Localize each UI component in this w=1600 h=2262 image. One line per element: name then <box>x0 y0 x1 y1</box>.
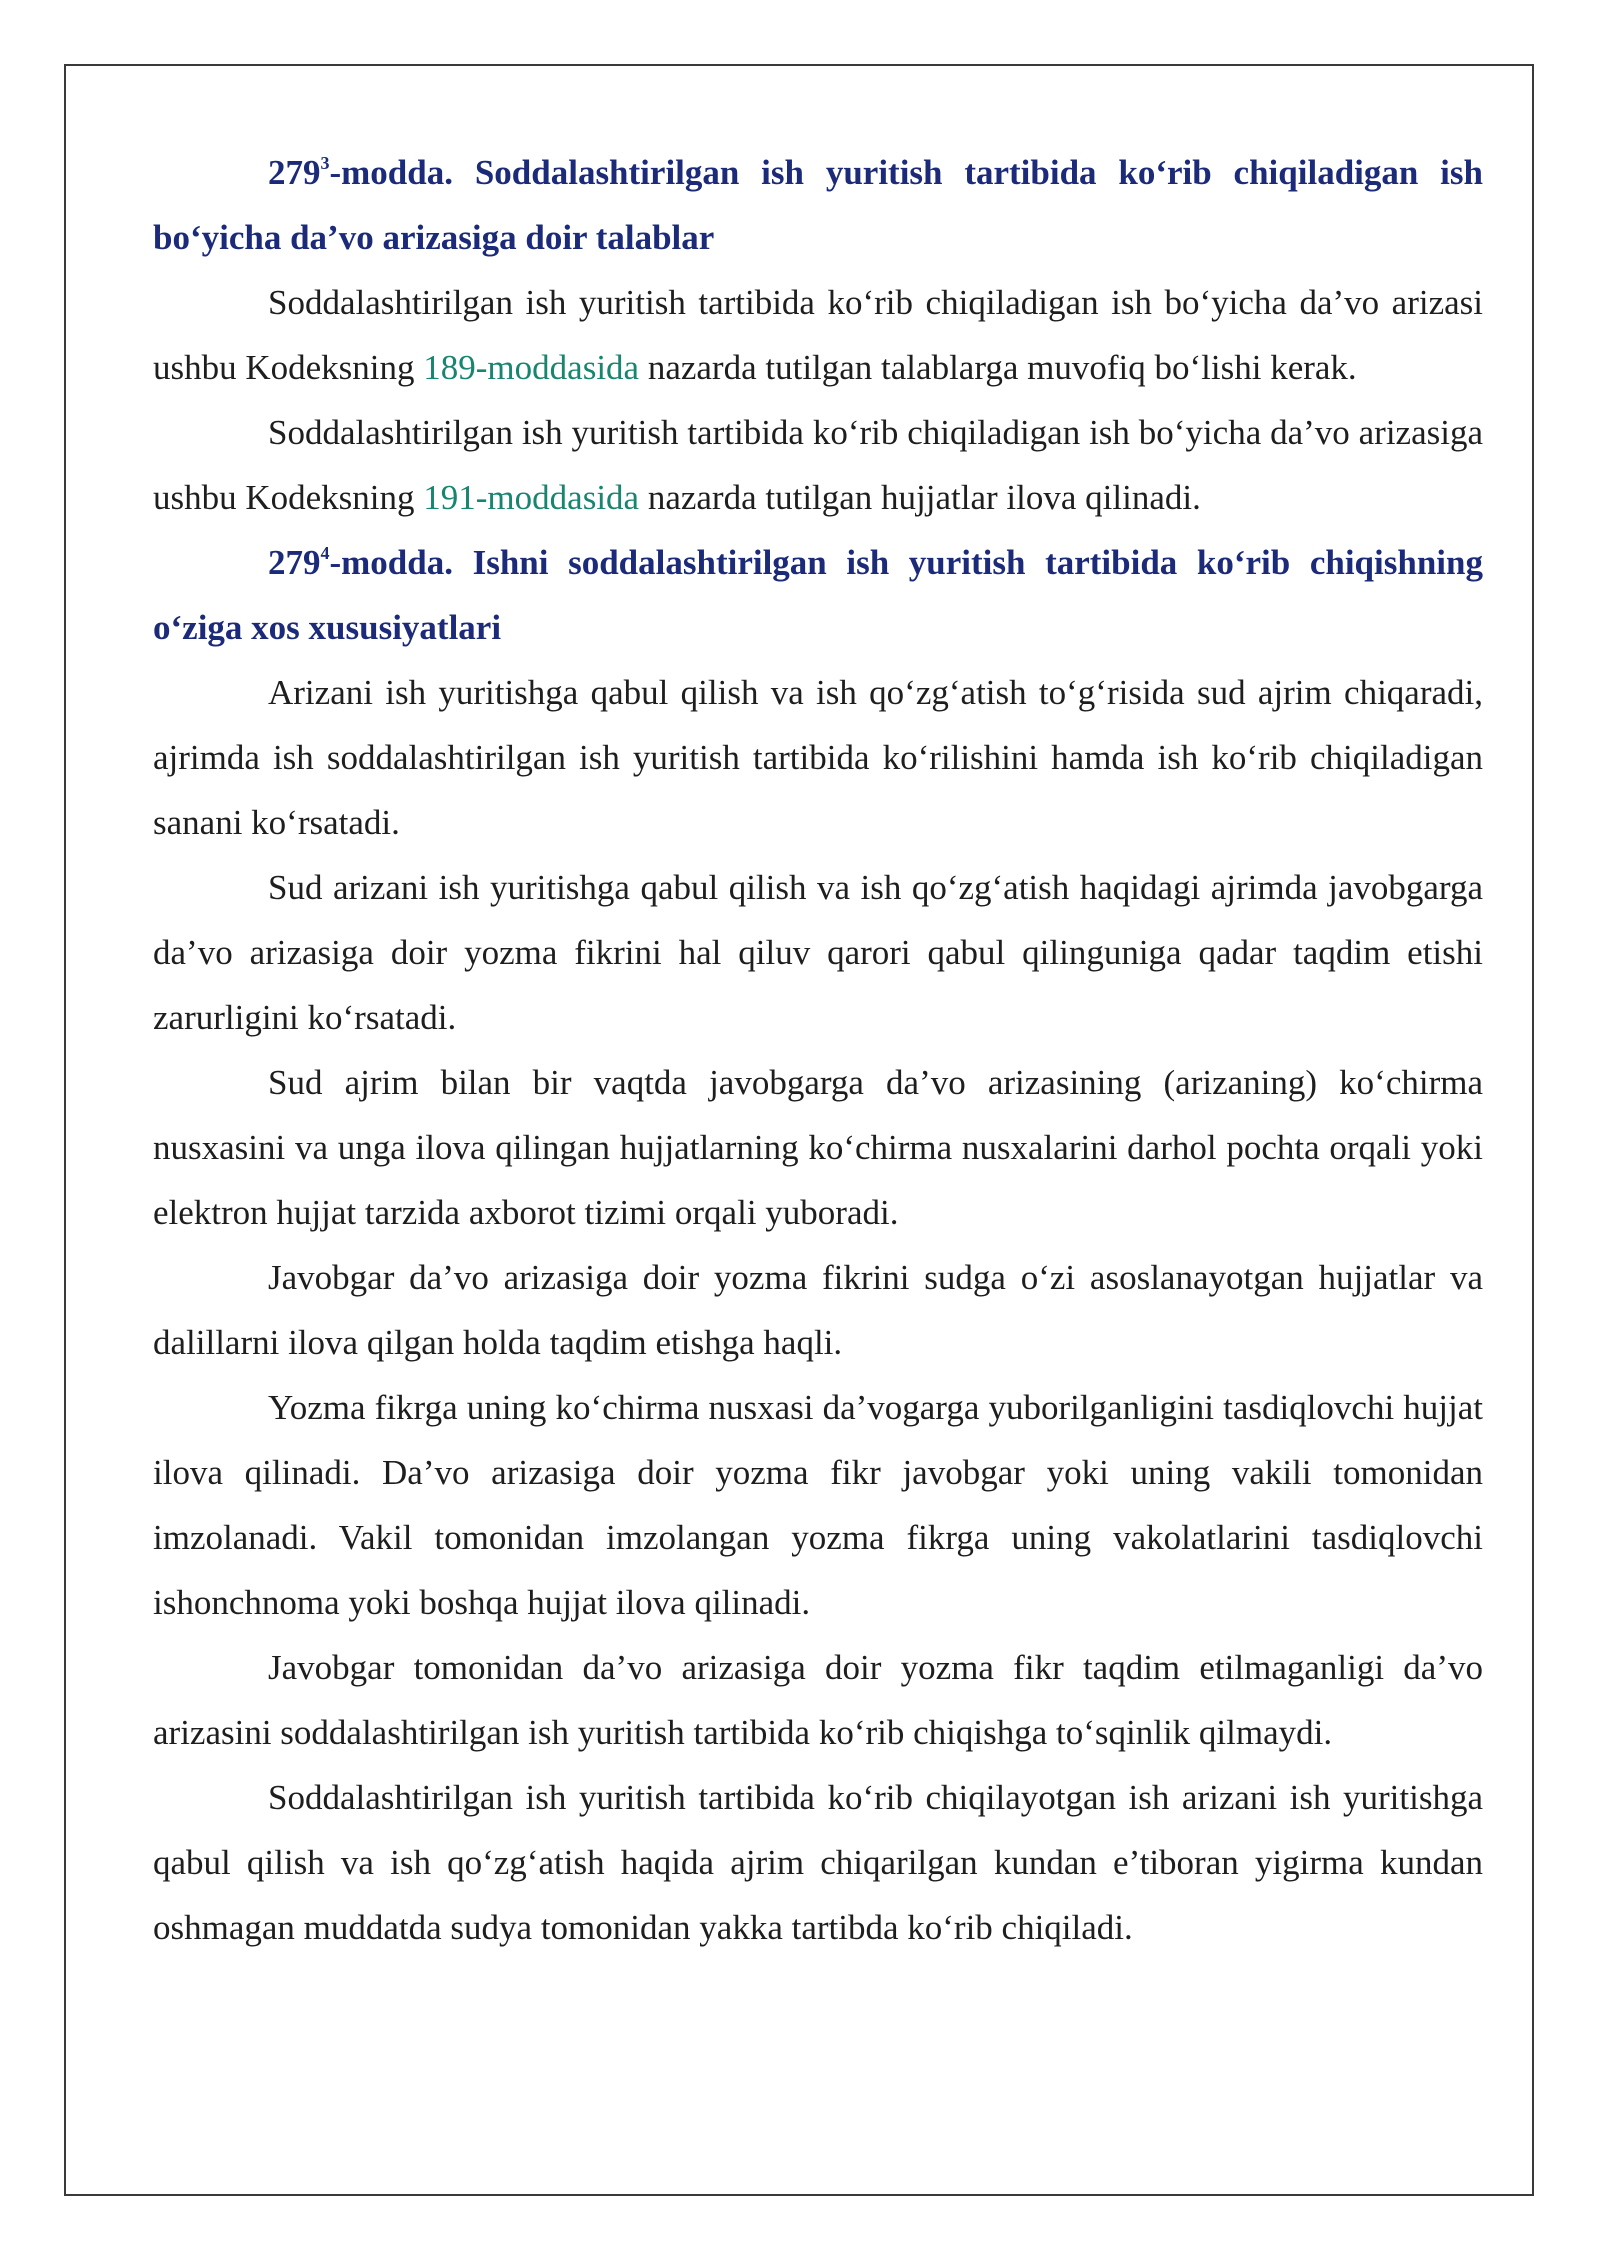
paragraph: Sud arizani ish yuritishga qabul qilish va ish qo‘zg‘atish haqidagi ajrimda javobgarga da’vo arizasiga doir yozma fikrini hal qiluv qarori qabul qilinguniga qadar taqdim etishi zarurligini ko‘rsatadi. <box>153 868 1483 1037</box>
article-title: -modda. Ishni soddalashtirilgan ish yuritish tartibida ko‘rib chiqishning o‘ziga xos xususiyatlari <box>153 543 1483 647</box>
article-279-3-heading <box>153 140 1483 270</box>
document-body <box>153 140 1483 1960</box>
paragraph-text: nazarda tutilgan talablarga muvofiq bo‘lishi kerak. <box>639 348 1357 387</box>
article-191-link[interactable]: 191-moddasida <box>423 478 640 517</box>
paragraph <box>153 270 1483 400</box>
article-title: -modda. Soddalashtirilgan ish yuritish tartibida ko‘rib chiqiladigan ish bo‘yicha da’vo arizasiga doir talablar <box>153 153 1483 257</box>
paragraph-text: Soddalashtirilgan ish yuritish tartibida ko‘rib chiqiladigan ish bo‘yicha da’vo arizasi ushbu Kodeksning <box>153 283 1483 387</box>
paragraph: Javobgar da’vo arizasiga doir yozma fikrini sudga o‘zi asoslanayotgan hujjatlar va dalillarni ilova qilgan holda taqdim etishga haqli. <box>153 1258 1483 1362</box>
paragraph-text: nazarda tutilgan hujjatlar ilova qilinadi. <box>639 478 1201 517</box>
paragraph: Javobgar tomonidan da’vo arizasiga doir yozma fikr taqdim etilmaganligi da’vo arizasini soddalashtirilgan ish yuritish tartibida ko‘rib chiqishga to‘sqinlik qilmaydi. <box>153 1648 1483 1752</box>
article-superscript: 3 <box>320 153 330 174</box>
paragraph <box>153 400 1483 530</box>
article-number: 279 <box>268 153 321 192</box>
paragraph: Yozma fikrga uning ko‘chirma nusxasi da’vogarga yuborilganligini tasdiqlovchi hujjat ilova qilinadi. Da’vo arizasiga doir yozma fikr javobgar yoki uning vakili tomonidan imzolanadi. Vakil tomonidan imzolangan yozma fikrga uning vakolatlarini tasdiqlovchi ishonchnoma yoki boshqa hujjat ilova qilinadi. <box>153 1388 1483 1622</box>
article-189-link[interactable]: 189-moddasida <box>423 348 640 387</box>
paragraph: Soddalashtirilgan ish yuritish tartibida ko‘rib chiqilayotgan ish arizani ish yuritishga qabul qilish va ish qo‘zg‘atish haqida ajrim chiqarilgan kundan e’tiboran yigirma kundan oshmagan muddatda sudya tomonidan yakka tartibda ko‘rib chiqiladi. <box>153 1778 1483 1947</box>
paragraph: Arizani ish yuritishga qabul qilish va ish qo‘zg‘atish to‘g‘risida sud ajrim chiqaradi, ajrimda ish soddalashtirilgan ish yuritish tartibida ko‘rilishini hamda ish ko‘rib chiqiladigan sanani ko‘rsatadi. <box>153 673 1483 842</box>
article-superscript: 4 <box>320 543 330 564</box>
article-number: 279 <box>268 543 321 582</box>
article-279-4-heading <box>153 530 1483 660</box>
paragraph: Sud ajrim bilan bir vaqtda javobgarga da’vo arizasining (arizaning) ko‘chirma nusxasini va unga ilova qilingan hujjatlarning ko‘chirma nusxalarini darhol pochta orqali yoki elektron hujjat tarzida axborot tizimi orqali yuboradi. <box>153 1063 1483 1232</box>
paragraph-text: Soddalashtirilgan ish yuritish tartibida ko‘rib chiqiladigan ish bo‘yicha da’vo arizasiga ushbu Kodeksning <box>153 413 1483 517</box>
